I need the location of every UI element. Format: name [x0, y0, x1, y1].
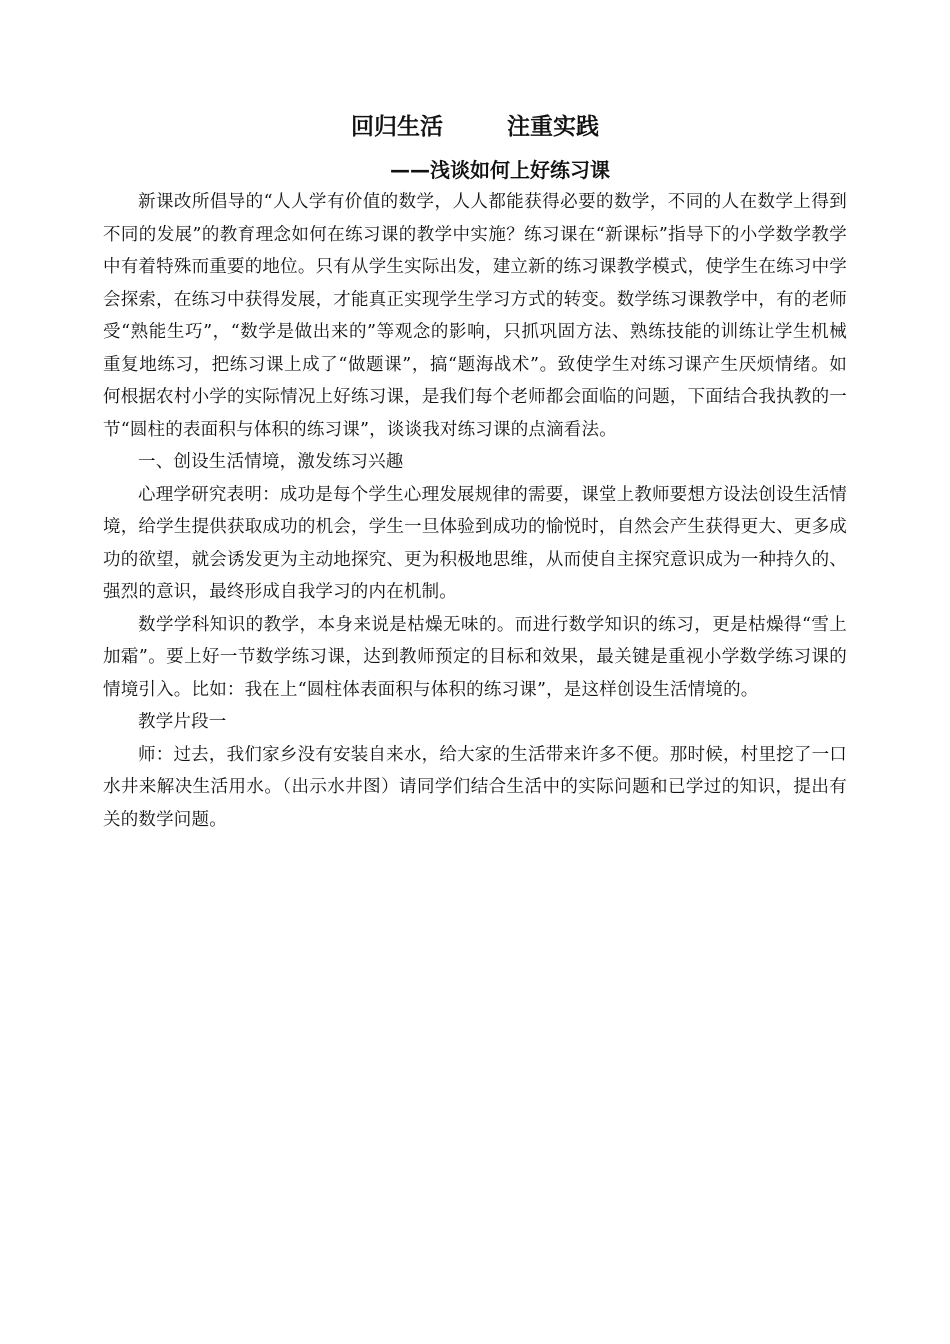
- paragraph-intro: 新课改所倡导的“人人学有价值的数学，人人都能获得必要的数学，不同的人在数学上得到不同的发展”的教育理念如何在练习课的教学中实施？练习课在“新课标”指导下的小学数学教学中有着特殊而重要的地位。只有从学生实际出发，建立新的练习课教学模式，使学生在练习中学会探索，在练习中获得发展，才能真正实现学生学习方式的转变。数学练习课教学中，有的老师受“熟能生巧”，“数学是做出来的”等观念的影响，只抓巩固方法、熟练技能的训练让学生机械重复地练习，把练习课上成了“做题课”，搞“题海战术”。致使学生对练习课产生厌烦情绪。如何根据农村小学的实际情况上好练习课，是我们每个老师都会面临的问题，下面结合我执教的一节“圆柱的表面积与体积的练习课”，谈谈我对练习课的点滴看法。: [103, 192, 847, 440]
- document-page: [103, 108, 847, 836]
- paragraph-math-teaching: 数学学科知识的教学，本身来说是枯燥无味的。而进行数学知识的练习，更是枯燥得“雪上加霜”。要上好一节数学练习课，达到教师预定的目标和效果，最关键是重视小学数学练习课的情境引入。比如：我在上“圆柱体表面积与体积的练习课”，是这样创设生活情境的。: [103, 614, 847, 700]
- paragraph-teacher-dialogue: 师：过去，我们家乡没有安装自来水，给大家的生活带来许多不便。那时候，村里挖了一口水井来解决生活用水。（出示水井图）请同学们结合生活中的实际问题和已学过的知识，提出有关的数学问题。: [103, 744, 847, 830]
- paragraph-psychology: 心理学研究表明：成功是每个学生心理发展规律的需要，课堂上教师要想方设法创设生活情境，给学生提供获取成功的机会，学生一旦体验到成功的愉悦时，自然会产生获得更大、更多成功的欲望，就会诱发更为主动地探究、更为积极地思维，从而使自主探究意识成为一种持久的、强烈的意识，最终形成自我学习的内在机制。: [103, 484, 847, 602]
- teaching-fragment-label: 教学片段一: [138, 712, 227, 732]
- document-title: 回归生活 注重实践: [350, 114, 600, 140]
- document-subtitle: ——浅谈如何上好练习课: [390, 158, 610, 182]
- section-heading-1: 一、创设生活情境，激发练习兴趣: [138, 452, 404, 472]
